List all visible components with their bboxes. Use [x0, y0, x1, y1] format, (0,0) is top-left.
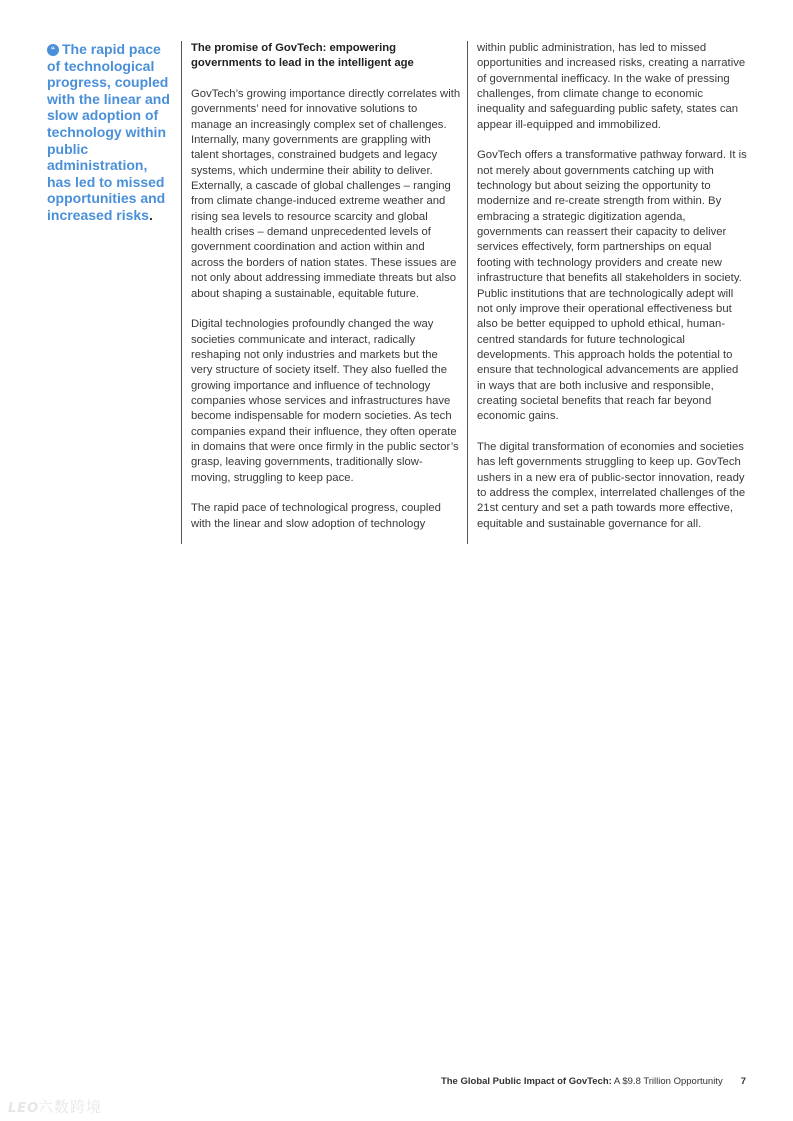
quote-icon: “: [47, 44, 59, 56]
page-footer: [441, 1076, 746, 1087]
paragraph: GovTech’s growing importance directly correlates with governments’ need for innovative solutions to manage an increasingly complex set of challenges. Internally, many governments are grappling with talent shortages, constrained budgets and legacy systems, which undermine their ability to deliver. Externally, a cascade of global challenges – ranging from climate change-induced extreme weather and rising sea levels to resource scarcity and global health crises – demand unprecedented levels of government coordination and action within and across the borders of nation states. These issues are not only about addressing immediate threats but also about shaping a sustainable, equitable future.: [191, 88, 461, 300]
watermark: [8, 1096, 102, 1117]
pull-quote: [47, 41, 172, 224]
paragraph: The digital transformation of economies and societies has left governments struggling to keep up. GovTech ushers in a new era of public-sector innovation, ready to address the complex, interrelated challenges of the 21st century and set a path towards more effective, equitable and sustainable governance for all.: [477, 440, 746, 530]
pull-quote-text: The rapid pace of technological progress, coupled with the linear and slow adoption of technology within public administration, has led to missed opportunities and increased risks: [47, 41, 170, 223]
paragraph: The rapid pace of technological progress, coupled with the linear and slow adoption of technology: [191, 502, 441, 530]
paragraph: Digital technologies profoundly changed the way societies communicate and interact, radically reshaping not only industries and markets but the very structure of society itself. They also fuelled the growing importance and influence of technology companies whose services and infrastructures have become indispensable for modern societies. As tech companies expand their influence, they often operate in domains that were once firmly in the public sector’s grasp, leaving governments, traditionally slow-moving, struggling to keep pace.: [191, 318, 459, 484]
footer-title-bold: The Global Public Impact of GovTech:: [440, 1076, 612, 1087]
article-column-1: [181, 41, 461, 544]
section-heading: The promise of GovTech: empowering governments to lead in the intelligent age: [191, 42, 414, 70]
footer-title-rest: A $9.8 Trillion Opportunity: [611, 1076, 723, 1087]
watermark-text: 六数跨境: [38, 1098, 103, 1116]
paragraph: GovTech offers a transformative pathway forward. It is not merely about governments catching up with technology but about seizing the opportunity to modernize and re-create strength from within. By embracing a strategic digitization agenda, governments can reassert their capacity to deliver services effectively, form partnerships on equal footing with technology providers and create new infrastructure that benefits all stakeholders in society. Public institutions that are technologically adept will not only improve their operational effectiveness but also be better equipped to uphold ethical, human-centred standards for future technological developments. This approach holds the potential to ensure that technological advancements are applied in ways that are both inclusive and responsible, creating societal benefits that reach far beyond economic gains.: [477, 149, 747, 423]
paragraph: within public administration, has led to missed opportunities and increased risks, creating a narrative of governmental inefficacy. In the wake of pressing challenges, from climate change to economic inequality and safeguarding public safety, states can appear ill-equipped and immobilized.: [477, 42, 746, 131]
page-number: 7: [740, 1076, 746, 1087]
watermark-logo: LEO: [8, 1101, 40, 1116]
article-column-2: [467, 41, 747, 544]
pull-quote-period: .: [148, 206, 153, 223]
